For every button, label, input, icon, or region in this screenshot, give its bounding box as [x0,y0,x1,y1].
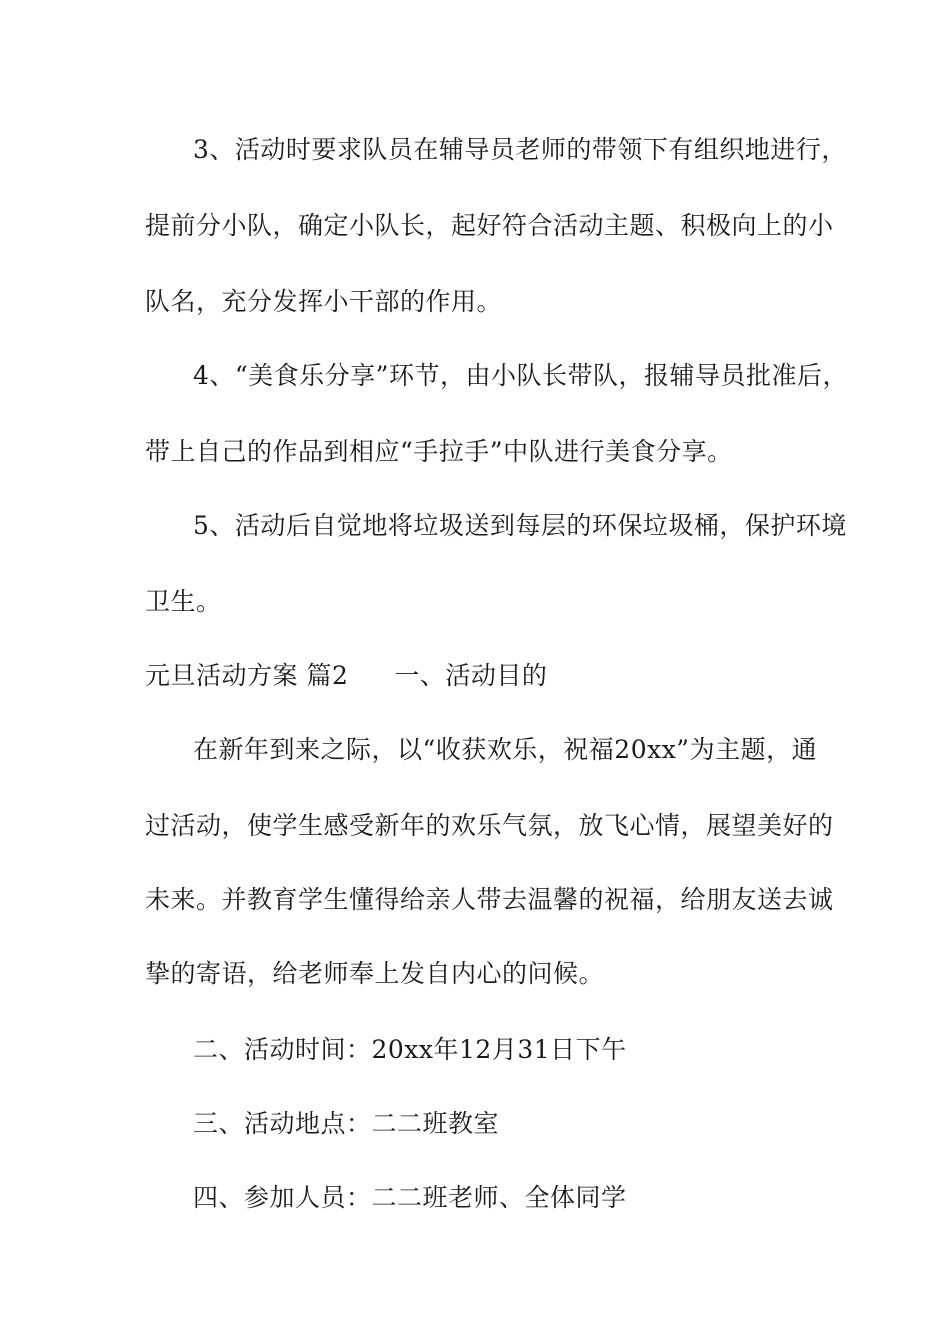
item3-line1: 3、活动时要求队员在辅导员老师的带领下有组织地进行， [193,135,847,164]
purpose-line3: 未来。并教育学生懂得给亲人带去温馨的祝福，给朋友送去诚 [145,885,834,914]
section-heading-row [145,658,547,694]
item3-line2: 提前分小队，确定小队长，起好符合活动主题、积极向上的小 [145,211,834,240]
item4-line2: 带上自己的作品到相应“手拉手”中队进行美食分享。 [145,437,733,466]
activity-time: 二、活动时间：20xx年12月31日下午 [193,1035,627,1064]
item3-line3: 队名，充分发挥小干部的作用。 [145,287,503,316]
item5-line2: 卫生。 [145,587,222,616]
purpose-line1: 在新年到来之际，以“收获欢乐，祝福20xx”为主题，通 [193,735,818,764]
item4-line1: 4、“美食乐分享”环节，由小队长带队，报辅导员批准后， [193,361,848,390]
section-title: 元旦活动方案 篇2 [145,661,349,690]
participants: 四、参加人员：二二班老师、全体同学 [193,1183,627,1212]
purpose-line4: 挚的寄语，给老师奉上发自内心的问候。 [145,959,605,988]
activity-place: 三、活动地点：二二班教室 [193,1109,500,1138]
item5-line1: 5、活动后自觉地将垃圾送到每层的环保垃圾桶，保护环境 [193,511,847,540]
purpose-heading: 一、活动目的 [394,661,548,690]
purpose-line2: 过活动，使学生感受新年的欢乐气氛，放飞心情，展望美好的 [145,811,834,840]
